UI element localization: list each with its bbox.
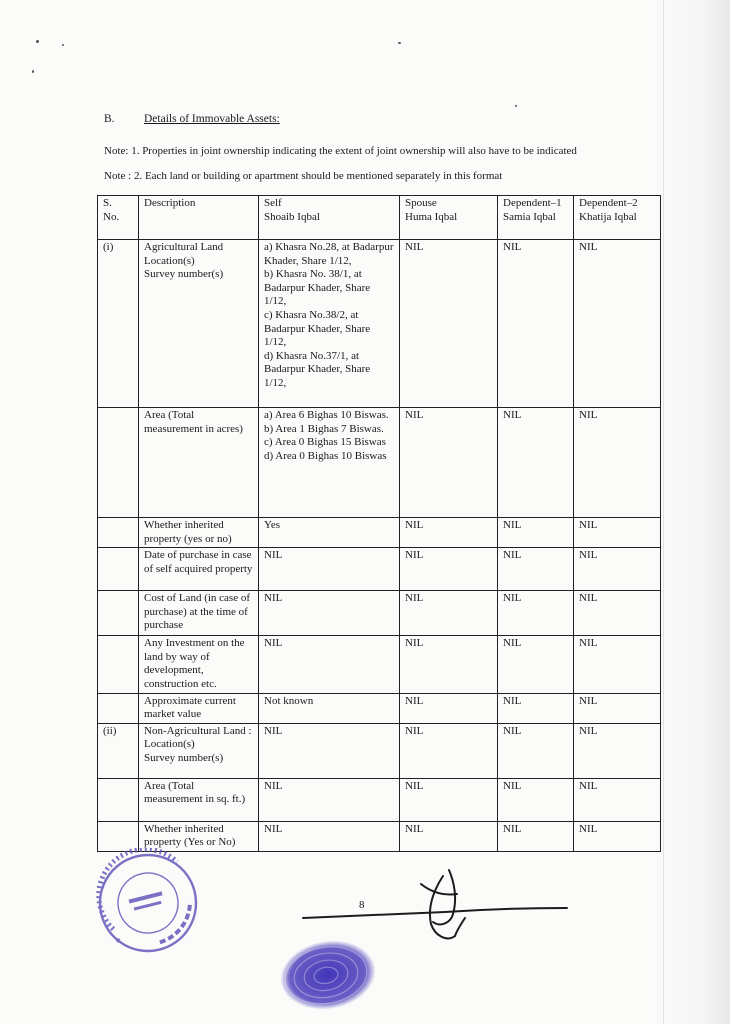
cell-spouse: NIL xyxy=(400,548,498,591)
table-row xyxy=(98,723,661,778)
header-spouse: Spouse Huma Iqbal xyxy=(400,196,498,240)
cell-dependent-1: NIL xyxy=(498,240,574,408)
cell-dependent-1: NIL xyxy=(498,821,574,851)
header-sno: S. No. xyxy=(98,196,139,240)
cell-self: NIL xyxy=(259,636,400,693)
header-description: Description xyxy=(139,196,259,240)
note-1: Note: 1. Properties in joint ownership indicating the extent of joint ownership will also have to be indicated xyxy=(104,145,577,157)
cell-dependent-2: NIL xyxy=(574,821,661,851)
cell-description: Date of purchase in case of self acquired property xyxy=(139,548,259,591)
notary-seal-stamp xyxy=(86,848,214,958)
header-dependent-2: Dependent–2 Khatija Iqbal xyxy=(574,196,661,240)
cell-description: Whether inherited property (Yes or No) xyxy=(139,821,259,851)
cell-self: NIL xyxy=(259,548,400,591)
table-row xyxy=(98,548,661,591)
cell-sno xyxy=(98,591,139,636)
cell-self: NIL xyxy=(259,591,400,636)
cell-self: NIL xyxy=(259,821,400,851)
cell-dependent-1: NIL xyxy=(498,408,574,518)
cell-description: Area (Total measurement in sq. ft.) xyxy=(139,778,259,821)
cell-dependent-2: NIL xyxy=(574,240,661,408)
cell-self: a) Area 6 Bighas 10 Biswas. b) Area 1 Bighas 7 Biswas. c) Area 0 Bighas 15 Biswas d) Area 0 Bighas 10 Biswas xyxy=(259,408,400,518)
cell-sno: (ii) xyxy=(98,723,139,778)
table-row xyxy=(98,821,661,851)
cell-dependent-1: NIL xyxy=(498,693,574,723)
header-self: Self Shoaib Iqbal xyxy=(259,196,400,240)
cell-description: Approximate current market value xyxy=(139,693,259,723)
cell-sno xyxy=(98,636,139,693)
section-heading xyxy=(104,113,280,125)
cell-description: Non-Agricultural Land : Location(s) Survey number(s) xyxy=(139,723,259,778)
signature xyxy=(295,866,575,946)
cell-dependent-1: NIL xyxy=(498,591,574,636)
cell-sno xyxy=(98,693,139,723)
scan-speck xyxy=(398,42,401,44)
section-letter: B. xyxy=(104,113,115,125)
cell-description: Cost of Land (in case of purchase) at the time of purchase xyxy=(139,591,259,636)
cell-dependent-2: NIL xyxy=(574,778,661,821)
cell-dependent-2: NIL xyxy=(574,408,661,518)
cell-self: NIL xyxy=(259,778,400,821)
cell-dependent-2: NIL xyxy=(574,723,661,778)
cell-spouse: NIL xyxy=(400,723,498,778)
cell-dependent-1: NIL xyxy=(498,548,574,591)
cell-dependent-2: NIL xyxy=(574,548,661,591)
cell-sno xyxy=(98,778,139,821)
section-title: Details of Immovable Assets: xyxy=(144,113,280,125)
table-row xyxy=(98,240,661,408)
page-number: 8 xyxy=(359,899,365,911)
scan-speck xyxy=(62,44,64,46)
cell-description: Area (Total measurement in acres) xyxy=(139,408,259,518)
cell-sno: (i) xyxy=(98,240,139,408)
cell-description: Agricultural Land Location(s) Survey number(s) xyxy=(139,240,259,408)
table-header-row xyxy=(98,196,661,240)
table-row xyxy=(98,591,661,636)
cell-dependent-2: NIL xyxy=(574,693,661,723)
cell-dependent-1: NIL xyxy=(498,723,574,778)
table-row xyxy=(98,693,661,723)
table-row xyxy=(98,408,661,518)
cell-self: Not known xyxy=(259,693,400,723)
scan-edge-line xyxy=(663,0,664,1024)
cell-description: Any Investment on the land by way of development, construction etc. xyxy=(139,636,259,693)
scan-speck xyxy=(36,40,39,43)
scan-speck xyxy=(515,105,517,107)
cell-self: NIL xyxy=(259,723,400,778)
cell-spouse: NIL xyxy=(400,636,498,693)
thumbprint-mark xyxy=(276,935,384,1013)
header-dependent-1: Dependent–1 Samia Iqbal xyxy=(498,196,574,240)
note-2: Note : 2. Each land or building or apartment should be mentioned separately in this format xyxy=(104,170,503,182)
cell-dependent-1: NIL xyxy=(498,778,574,821)
cell-sno xyxy=(98,821,139,851)
cell-spouse: NIL xyxy=(400,518,498,548)
cell-spouse: NIL xyxy=(400,778,498,821)
cell-dependent-2: NIL xyxy=(574,636,661,693)
cell-dependent-1: NIL xyxy=(498,518,574,548)
cell-self: a) Khasra No.28, at Badarpur Khader, Share 1/12, b) Khasra No. 38/1, at Badarpur Khader, Share 1/12, c) Khasra No.38/2, at Badarpur Khader, Share 1/12, d) Khasra No.37/1, at Badarpur Khader, Share 1/12, xyxy=(259,240,400,408)
cell-spouse: NIL xyxy=(400,240,498,408)
cell-spouse: NIL xyxy=(400,821,498,851)
table-row xyxy=(98,518,661,548)
cell-self: Yes xyxy=(259,518,400,548)
cell-spouse: NIL xyxy=(400,408,498,518)
cell-dependent-1: NIL xyxy=(498,636,574,693)
cell-sno xyxy=(98,548,139,591)
cell-spouse: NIL xyxy=(400,591,498,636)
table-row xyxy=(98,636,661,693)
cell-dependent-2: NIL xyxy=(574,518,661,548)
scan-speck xyxy=(32,70,34,73)
cell-dependent-2: NIL xyxy=(574,591,661,636)
immovable-assets-table xyxy=(97,195,661,852)
cell-spouse: NIL xyxy=(400,693,498,723)
cell-sno xyxy=(98,408,139,518)
cell-description: Whether inherited property (yes or no) xyxy=(139,518,259,548)
table-row xyxy=(98,778,661,821)
cell-sno xyxy=(98,518,139,548)
